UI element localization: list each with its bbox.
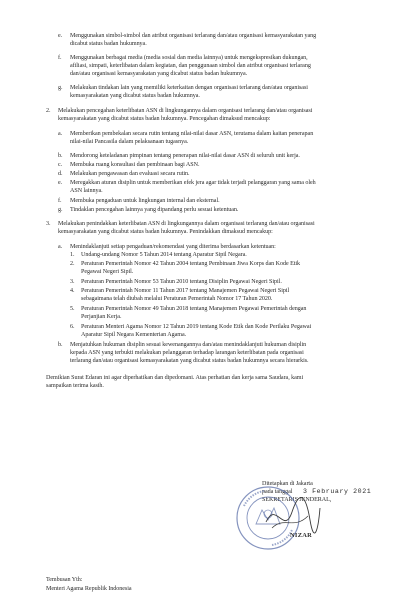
text-line: ASN lainnya. (70, 188, 103, 194)
item-marker: e. (58, 33, 63, 39)
item-marker: 6. (70, 324, 75, 330)
text-line: Menggunakan berbagai media (media sosial dan media lainnya) untuk mengekspresikan dukungan, (70, 55, 308, 61)
text-line: Perjanjian Kerja. (81, 314, 122, 320)
text-line: Peraturan Pemerintah Nomor 49 Tahun 2018 tentang Manajemen Pegawai Pemerintah dengan (81, 306, 307, 312)
text-line: dicabut status badan hukumnya. (70, 41, 147, 47)
text-line: afiliasi, simpati, keterlibatan dalam kegiatan, dan penggunaan simbol dan atribut organisasi terlarang (70, 63, 311, 69)
text-line: Peraturan Pemerintah Nomor 11 Tahun 2017 tentang Manajemen Pegawai Negeri Sipil (81, 288, 290, 294)
text-line: Aparatur Sipil Negara Kementerian Agama. (81, 332, 187, 338)
text-line: kemasyarakatan yang dicabut status badan hukumnya. (70, 93, 200, 99)
item-marker: f. (58, 198, 62, 204)
signature-title: SEKRETARIS JENDERAL, (262, 497, 332, 503)
section-number: 3. (46, 221, 51, 227)
item-marker: d. (58, 171, 63, 177)
text-line: kepada ASN yang terbukti melakukan pelanggaran terhadap larangan keterlibatan pada organisasi (70, 350, 304, 356)
text-line: Menggunakan simbol-simbol dan atribut organisasi terlarang dan/atau organisasi kemasyarakatan yang (70, 33, 317, 39)
text-line: Memberikan pembekalan secara rutin tentang nilai-nilai dasar ASN, terutama dalam kaitan penerapan (70, 131, 314, 137)
item-marker: e. (58, 180, 63, 186)
closing-line: sampaikan terima kasih. (46, 383, 104, 389)
item-marker: g. (58, 85, 63, 91)
item-marker: a. (58, 131, 63, 137)
text-line: Menindaklanjuti setiap pengaduan/rekomendasi yang diterima berdasarkan ketentuan: (70, 244, 276, 250)
text-line: Melakukan pengawasan dan evaluasi secara rutin. (70, 171, 190, 177)
text-line: Peraturan Menteri Agama Nomor 12 Tahun 2019 tentang Kode Etik dan Kode Perilaku Pegawai (81, 324, 312, 330)
signatory-name: NIZAR (290, 532, 313, 539)
text-line: kemasyarakatan yang dicabut status badan hukumnya. Penindakkan dimaksud mencakup: (58, 229, 273, 235)
item-marker: 1. (70, 252, 75, 258)
item-marker: g. (58, 207, 63, 213)
cc-recipient: Menteri Agama Republik Indonesia (46, 586, 132, 592)
item-marker: b. (58, 342, 63, 348)
signature-date-label: pada tanggal (262, 489, 293, 495)
text-line: Peraturan Pemerintah Nomor 42 Tahun 2004 tentang Pembinaan Jiwa Korps dan Kode Etik (81, 261, 301, 267)
text-line: Mendorong keteladanan pimpinan tentang penerapan nilai-nilai dasar ASN di seluruh unit kerja. (70, 153, 300, 159)
text-line: dan/atau organisasi kemasyarakatan yang dicabut status badan hukumnya. (70, 71, 248, 77)
text-line: Melakukan tindakan lain yang memiliki keterkaitan dengan organisasi terlarang dan/atau organisasi (70, 85, 308, 91)
closing-line: Demikian Surat Edaran ini agar diperhatikan dan dipedomani. Atas perhatian dan kerja sama Saudara, kami (46, 375, 304, 381)
text-line: Undang-undang Nomor 5 Tahun 2014 tentang Aparatur Sipil Negara. (81, 252, 247, 258)
text-line: Membuka ruang konsultasi dan pembinaan bagi ASN. (70, 162, 200, 168)
item-marker: 5. (70, 306, 75, 312)
text-line: nilai-nilai Pancasila dalam pelaksanaan tugasnya. (70, 139, 189, 145)
text-line: Melakukan penindakkan keterlibatan ASN di lingkungannya dalam organisasi terlarang dan/atau organisasi (58, 221, 315, 227)
text-line: Membuka pengaduan untuk lingkungan internal dan eksternal. (70, 198, 220, 204)
item-marker: a. (58, 244, 63, 250)
signature-place: Ditetapkan di Jakarta (262, 481, 313, 487)
item-marker: 2. (70, 261, 75, 267)
text-line: kemasyarakatan yang dicabut status badan hukumnya. Pencegahan dimaksud mencakup: (58, 116, 271, 122)
text-line: Melakukan pencegahan keterlibatan ASN di lingkungannya dalam organisasi terlarang dan/atau organisasi (58, 108, 313, 114)
item-marker: 3. (70, 279, 75, 285)
item-marker: f. (58, 55, 62, 61)
section-number: 2. (46, 108, 51, 114)
text-line: Meregakkan aturan disiplin untuk memberikan efek jera agar tidak terjadi pelanggaran yang sama oleh (70, 180, 316, 186)
cc-label: Tembusan Yth: (46, 577, 83, 583)
text-line: Menjatuhkan hukuman disiplin sesuai kewenangannya dan/atau menindaklanjuti hukuman disiplin (70, 342, 307, 348)
text-line: sebagaimana telah diubah melalui Peraturan Pemerintah Nomor 17 Tahun 2020. (81, 296, 273, 302)
signature-date: 3 February 2021 (303, 488, 372, 495)
item-marker: 4. (70, 288, 75, 294)
text-line: Peraturan Pemerintah Nomor 53 Tahun 2010 tentang Disiplin Pegawai Negeri Sipil. (81, 279, 282, 285)
item-marker: c. (58, 162, 63, 168)
text-line: terlarang dan/atau organisasi kemasyarakatan yang dicabut status badan hukumnya secara hierarkis. (70, 358, 309, 364)
text-line: Pegawai Negeri Sipil. (81, 269, 134, 275)
text-line: Tindaklan pencegahan lainnya yang dipandang perlu sesuai ketentuan. (70, 207, 239, 213)
item-marker: b. (58, 153, 63, 159)
